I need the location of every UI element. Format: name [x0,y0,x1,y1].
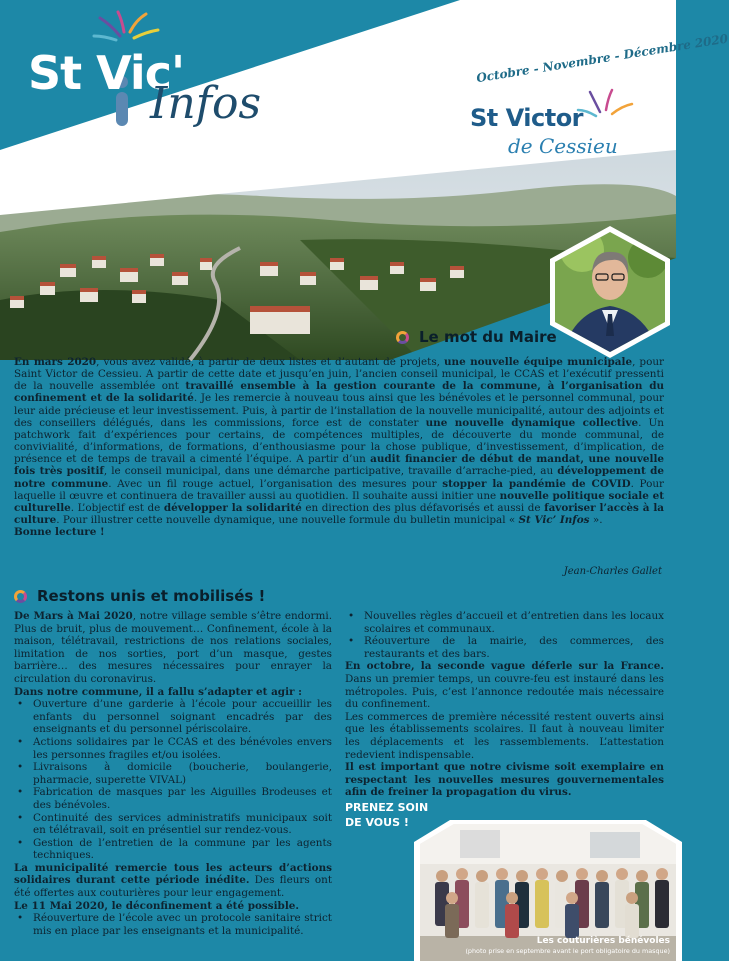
mayor-section-title: Le mot du Maire [419,328,557,346]
list-item: • Ouverture d’une garderie à l’école pour accueillir les enfants du personnel soignant encadrés par des enseignants et du personnel périscolaire. [14,698,332,736]
bullet-list [14,912,332,937]
prenez-line-2: DE VOUS ! [345,816,409,829]
list-item: • Gestion de l’entretien de la commune par les agents techniques. [14,837,332,862]
bold-text-run: En octobre, la seconde vague déferle sur la France. [345,660,664,673]
article-paragraph [345,711,664,761]
bold-text-run: St Vic’ Infos [518,514,590,527]
photo-caption-note: (photo prise en septembre avant le port obligatoire du masque) [465,947,670,955]
prenez-soin-callout [345,800,428,830]
text-run: en direction des plus défavorisés et aussi de [301,501,545,514]
mayor-paragraph [14,526,664,538]
restons-section-heading [14,587,265,605]
bold-text-run: Bonne lecture ! [14,526,105,539]
bold-text-run: Dans notre commune, il a fallu s’adapter et agir : [14,685,302,698]
restons-right-column [345,610,664,799]
text-run: . Je les remercie à nouveau tous ainsi que les bénévoles et le personnel communal, pour leur aide précieuse et leur investissement. Puis, à partir de l’installation de la nouvelle municipalité, autour des adjoints et des conseillers délégués, dans les commissions, force est de constater [14,392,664,429]
bold-text-run: favoriser l’accès à la culture [14,501,665,527]
mayor-section-heading [396,328,557,346]
text-run: Des fleurs ont été offertes aux couturières pour leur engagement. [14,874,332,900]
bold-text-run: En mars 2020 [14,356,97,368]
list-item: • Fabrication de masques par les Aiguilles Brodeuses et des bénévoles. [14,786,332,811]
text-run: , pour Saint Victor de Cessieu. A partir de cette date et jusqu’en juin, l’ancien conseil municipal, le CCAS et l’exécutif pressenti de la nouvelle assemblée ont [14,356,664,393]
mayor-signature: Jean-Charles Gallet [563,566,662,577]
bold-text-run: développer la solidarité [163,501,302,514]
bold-text-run: Il est important que notre civisme soit exemplaire en respectant les nouvelles mesures gouvernementales afin de freiner la propagation du virus. [345,761,664,799]
article-paragraph [14,686,332,699]
bold-text-run: La municipalité remercie tous les acteurs d’actions solidaires durant cette période inédite. [14,861,332,887]
photo-caption-title: Les couturières bénévoles [536,936,670,946]
text-run: Dans un premier temps, un couvre-feu est instauré dans les métropoles. Puis, c’est l’annonce redoutée mais nécessaire du confinement. [345,672,664,711]
article-paragraph [345,761,664,799]
bullet-list [345,610,664,660]
bold-text-run: Le 11 Mai 2020, le déconfinement a été possible. [14,899,299,912]
bold-text-run: développement de notre commune [14,465,664,490]
text-run: . Pour laquelle il œuvre et continuera de travailler aussi au quotidien. Il souhaite aussi initier une [14,477,665,502]
newsletter-logo-sub: Infos [150,78,262,129]
town-logo-name: St Victor [470,104,584,132]
text-run: . Avec un fil rouge actuel, l’organisation des mesures pour [108,477,443,490]
article-paragraph [14,900,332,913]
text-run: , le conseil municipal, dans une démarche participative, travaille d’arrache-pied, au [103,465,558,478]
list-item: • Nouvelles règles d’accueil et d’entretien dans les locaux scolaires et communaux. [345,610,664,635]
mayor-paragraph [14,356,664,526]
bullet-list [14,698,332,862]
article-paragraph [14,862,332,900]
list-item: • Continuité des services administratifs municipaux soit en télétravail, soit en présentiel sur rendez-vous. [14,812,332,837]
text-run: . Pour illustrer cette nouvelle dynamique, une nouvelle formule du bulletin municipal « [56,514,519,527]
text-run: , notre village semble s’être endormi. Plus de bruit, plus de mouvement… Confinement, école à la maison, télétravail, restrictions de nos relations sociales, limitation de nos sorties, port d’un masque, gestes barrière… des mesures nécessaires pour enrayer la circulation du coronavirus. [14,610,333,685]
article-paragraph [14,610,332,686]
text-run: Les commerces de première nécessité restent ouverts ainsi que les établissements scolaires. Il faut à nouveau limiter les déplacements et les rassemblements. L’attestation redevient indispensable. [345,710,664,761]
list-item: • Réouverture de l’école avec un protocole sanitaire strict mis en place par les enseignants et la municipalité. [14,912,332,937]
bold-text-run: une nouvelle équipe municipale [444,356,633,368]
issue-date: Octobre - Novembre - Décembre 2020 [475,31,729,86]
bold-text-run: travaillé ensemble à la gestion courante de la commune, à l’organisation du confinement et de la solidarité [14,380,665,405]
prenez-line-1: PRENEZ SOIN [345,801,429,814]
newsletter-logo-main: St Vic' [28,46,185,100]
bold-text-run: nouvelle politique sociale et culturelle [14,489,664,514]
swirl-bullet-icon [14,590,27,603]
mayor-message-body [14,356,664,538]
text-run: . Un patchwork fait d’expériences pour certains, de compétences multiples, de découverte du monde communal, de convivialité, d’informations, de formations, d’enthousiasme pour la chose publique, d’investissement, d’implication, de présence et de temps de travail a cimenté l’équipe. A partir d’un [14,416,664,466]
bold-text-run: De Mars à Mai 2020 [14,610,133,622]
town-logo-sub: de Cessieu [508,134,618,158]
page-header [0,0,729,360]
bold-text-run: stopper la pandémie de COVID [442,477,631,490]
article-paragraph [345,660,664,710]
bold-text-run: une nouvelle dynamique collective [425,416,639,429]
bold-text-run: audit financier de début de mandat, une nouvelle fois très positif [14,453,665,478]
restons-left-column [14,610,332,937]
list-item: • Réouverture de la mairie, des commerces, des restaurants et des bars. [345,635,664,660]
list-item: • Actions solidaires par le CCAS et des bénévoles envers les personnes fragiles et/ou isolées. [14,736,332,761]
restons-section-title: Restons unis et mobilisés ! [37,587,266,605]
list-item: • Livraisons à domicile (boucherie, boulangerie, pharmacie, superette VIVAL) [14,761,332,786]
text-run: . L’objectif est de [70,501,164,514]
photo-caption [420,936,670,955]
swirl-bullet-icon [396,331,409,344]
text-run: ». [589,514,603,527]
text-run: , vous avez validé, à partir de deux listes et d’autant de projets, [96,356,444,368]
